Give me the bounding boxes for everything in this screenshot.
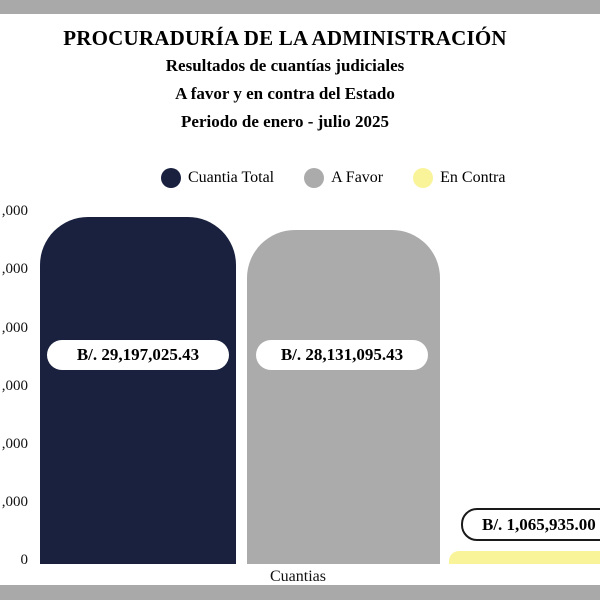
legend-label: En Contra [440,169,506,186]
value-label-cuantia-total: B/. 29,197,025.43 [47,340,229,370]
y-tick-label: ,000 [1,261,28,277]
y-tick-label: 0 [20,552,28,568]
y-tick-label: ,000 [1,203,28,219]
subtitle-2: A favor y en contra del Estado [175,84,395,103]
bar-en-contra [449,551,600,564]
page-title: PROCURADURÍA DE LA ADMINISTRACIÓN [63,26,507,50]
x-axis-label: Cuantias [270,568,326,585]
top-border-strip [0,0,600,14]
bar-a-favor [247,230,440,564]
chart-header [25,24,545,136]
y-tick-label: ,000 [1,378,28,394]
legend-label: Cuantia Total [188,169,275,186]
bottom-border-strip [0,585,600,600]
legend-swatch-icon [161,168,181,188]
legend-item-en-contra [413,168,505,188]
legend-item-cuantia-total [161,168,274,188]
subtitle-1: Resultados de cuantías judiciales [165,56,405,75]
value-label-a-favor: B/. 28,131,095.43 [256,340,428,370]
value-label-en-contra: B/. 1,065,935.00 [461,508,600,541]
chart-legend [161,168,505,188]
y-tick-label: ,000 [1,436,28,452]
bar-cuantia-total [40,217,236,564]
legend-swatch-icon [304,168,324,188]
legend-label: A Favor [331,169,384,186]
y-tick-label: ,000 [1,320,28,336]
y-tick-label: ,000 [1,494,28,510]
subtitle-3: Periodo de enero - julio 2025 [181,112,389,131]
legend-item-a-favor [304,168,383,188]
legend-swatch-icon [413,168,433,188]
